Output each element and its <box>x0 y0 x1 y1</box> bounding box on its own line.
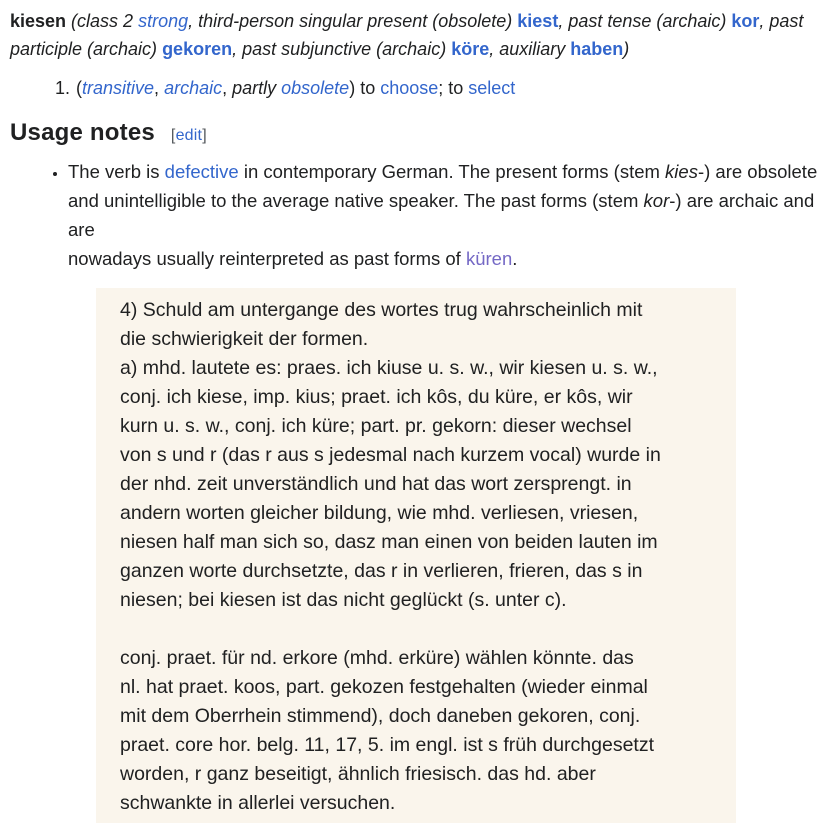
text-segment: , past <box>759 11 804 31</box>
obsolete-link[interactable]: obsolete <box>281 78 350 98</box>
text-line <box>120 760 712 789</box>
text-segment: niesen; bei kiesen ist das nicht geglückt (s. unter c). <box>120 589 567 611</box>
text-line <box>120 470 712 499</box>
text-segment: The verb is <box>68 161 165 182</box>
usage-notes-list <box>10 157 822 273</box>
strong-link[interactable]: strong <box>138 11 189 31</box>
text-line <box>120 325 712 354</box>
text-line <box>76 78 515 98</box>
kor-link[interactable]: kor <box>731 11 760 31</box>
text-line <box>120 586 712 615</box>
text-segment: ) <box>623 39 630 59</box>
quotation-block <box>96 288 736 823</box>
text-segment: niesen half man sich so, dasz man einen von beiden lauten im <box>120 531 658 553</box>
text-segment: praet. core hor. belg. 11, 17, 5. im engl. ist s früh durchgesetzt <box>120 734 655 756</box>
headword-term: kiesen <box>10 11 67 31</box>
text-line <box>120 731 712 760</box>
transitive-link[interactable]: transitive <box>82 78 155 98</box>
text-segment: kor <box>643 190 670 211</box>
text-segment: , past tense (archaic) <box>558 11 732 31</box>
text-segment: mit dem Oberrhein stimmend), doch daneben gekoren, conj. <box>120 705 641 727</box>
text-segment: class 2 <box>77 11 139 31</box>
text-line <box>68 244 822 273</box>
text-line <box>120 499 712 528</box>
text-segment: , <box>154 78 165 98</box>
text-segment: schwankte in allerlei versuchen. <box>120 792 396 814</box>
text-segment: . <box>512 248 518 269</box>
haben-link[interactable]: haben <box>570 39 624 59</box>
text-segment: and unintelligible to the average native speaker. The past forms (stem <box>68 190 644 211</box>
text-line <box>120 383 712 412</box>
text-segment: nl. hat praet. koos, part. gekozen festgehalten (wieder einmal <box>120 676 648 698</box>
text-line <box>120 528 712 557</box>
edit-section <box>171 127 207 144</box>
text-segment: ) to <box>349 78 381 98</box>
text-line <box>120 557 712 586</box>
text-segment: ( <box>66 11 78 31</box>
kiest-link[interactable]: kiest <box>517 11 559 31</box>
text-line <box>120 412 712 441</box>
text-segment: , auxiliary <box>489 39 571 59</box>
definition-number: 1. <box>55 78 71 98</box>
edit-bracket-close: ] <box>202 127 207 144</box>
text-segment: in contemporary German. The present forms (stem <box>238 161 666 182</box>
text-segment: -) are archaic and are <box>68 190 815 240</box>
usage-notes-title: Usage notes <box>10 119 155 146</box>
choose-link[interactable]: choose <box>380 78 439 98</box>
text-line <box>10 7 822 35</box>
text-line <box>120 354 712 383</box>
definition-text <box>76 75 515 102</box>
text-line <box>120 296 712 325</box>
text-segment: -) are obsolete <box>697 161 818 182</box>
text-line <box>120 644 712 673</box>
quote-paragraph-2 <box>120 644 712 818</box>
text-segment: der nhd. zeit unverständlich und hat das wort zersprengt. in <box>120 473 632 495</box>
usage-note-item <box>68 157 822 273</box>
text-segment: participle (archaic) <box>10 39 163 59</box>
gekoren-link[interactable]: gekoren <box>162 39 233 59</box>
archaic-link[interactable]: archaic <box>164 78 223 98</box>
text-line <box>120 789 712 818</box>
kueren-link[interactable]: küren <box>465 248 513 269</box>
text-segment: , third-person singular present (obsolete) <box>188 11 518 31</box>
text-segment: ganzen worte durchsetzte, das r in verlieren, frieren, das s in <box>120 560 643 582</box>
text-segment: , past subjunctive (archaic) <box>232 39 452 59</box>
text-segment: die schwierigkeit der formen. <box>120 328 369 350</box>
text-segment: conj. ich kiese, imp. kius; praet. ich kôs, du küre, er kôs, wir <box>120 386 633 408</box>
text-segment: conj. praet. für nd. erkore (mhd. erküre) wählen könnte. das <box>120 647 634 669</box>
text-line <box>120 441 712 470</box>
usage-notes-heading <box>10 117 822 152</box>
edit-bracket-open: [ <box>170 127 176 144</box>
select-link[interactable]: select <box>468 78 516 98</box>
text-segment: , <box>222 78 233 98</box>
text-segment: kurn u. s. w., conj. ich küre; part. pr. gekorn: dieser wechsel <box>120 415 632 437</box>
text-segment: ( <box>76 78 83 98</box>
text-segment: von s und r (das r aus s jedesmal nach kurzem vocal) wurde in <box>120 444 661 466</box>
quote-paragraph-1 <box>120 296 712 615</box>
text-line <box>120 673 712 702</box>
text-segment: worden, r ganz beseitigt, ähnlich friesisch. das hd. aber <box>120 763 596 785</box>
text-line <box>68 157 822 186</box>
defective-link[interactable]: defective <box>164 161 239 182</box>
edit-link[interactable]: edit <box>175 127 203 144</box>
text-segment: ; to <box>438 78 469 98</box>
koere-link[interactable]: köre <box>451 39 490 59</box>
text-segment: andern worten gleicher bildung, wie mhd. verliesen, vriesen, <box>120 502 639 524</box>
text-segment: nowadays usually reinterpreted as past forms of <box>68 248 466 269</box>
text-line <box>68 186 822 244</box>
definition-item <box>10 75 822 102</box>
text-segment: partly <box>232 78 277 98</box>
page-content <box>0 7 832 823</box>
text-line <box>10 35 822 63</box>
text-segment: kies <box>665 161 698 182</box>
text-segment: a) mhd. lautete es: praes. ich kiuse u. s. w., wir kiesen u. s. w., <box>120 357 658 379</box>
text-segment: 4) Schuld am untergange des wortes trug wahrscheinlich mit <box>120 299 643 321</box>
text-line <box>120 702 712 731</box>
headword-line <box>10 7 822 63</box>
